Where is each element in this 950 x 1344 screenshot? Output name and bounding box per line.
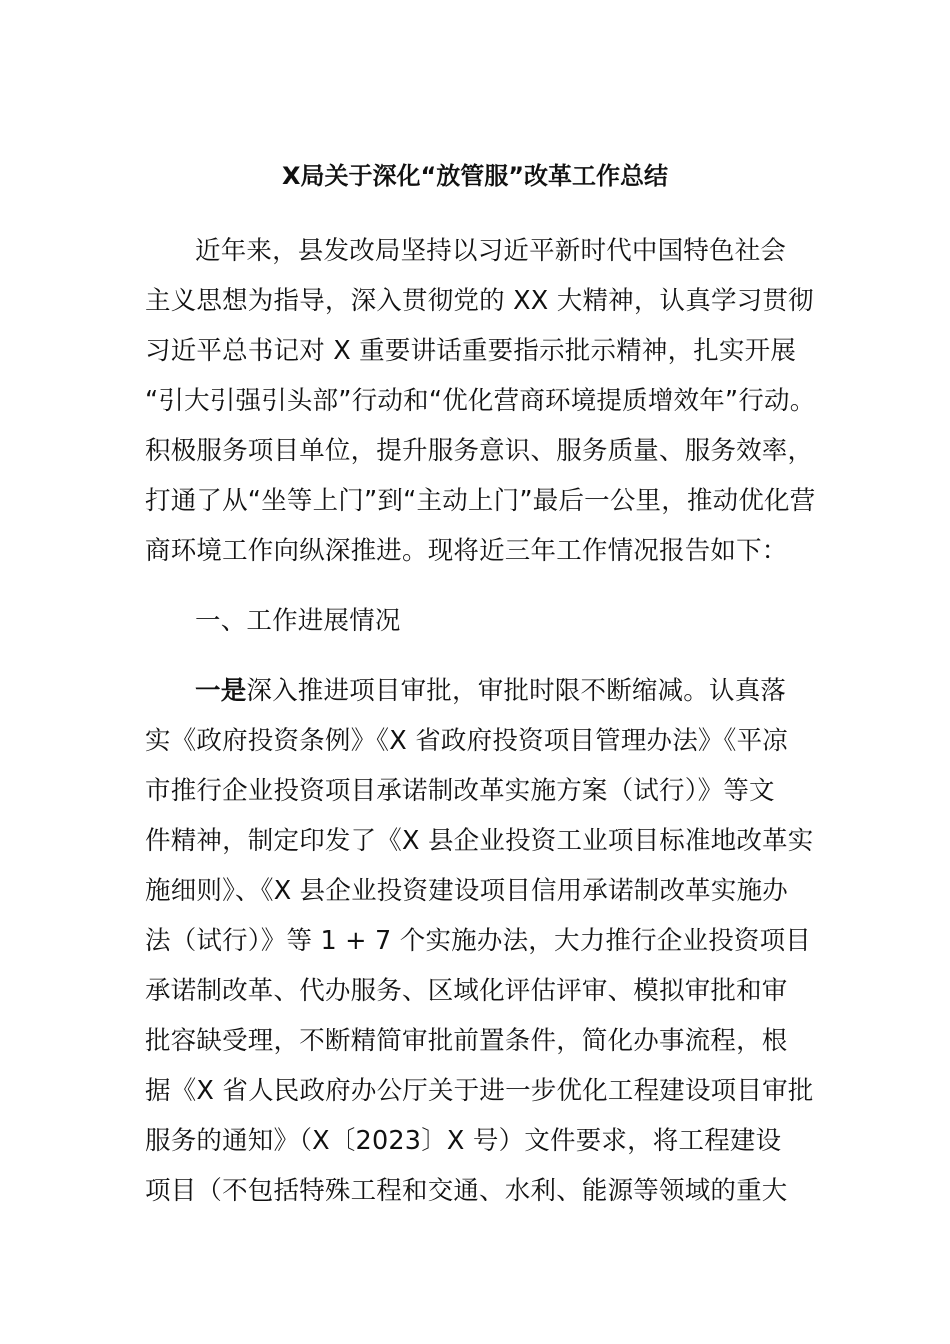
intro-line-3: 习近平总书记对 X 重要讲话重要指示批示精神，扎实开展 [145,336,797,366]
document-title: X局关于深化“放管服”改革工作总结 [281,162,669,190]
para1-line-4: 件精神，制定印发了《X 县企业投资工业项目标准地改革实 [145,826,814,856]
intro-line-1: 近年来，县发改局坚持以习近平新时代中国特色社会 [195,236,787,266]
para1-lead-bold: 一是 [195,676,247,706]
para1-line-10: 服务的通知》（X〔2023〕X 号）文件要求，将工程建设 [145,1126,782,1156]
para1-line-6: 法（试行）》等 1 + 7 个实施办法，大力推行企业投资项目 [145,926,811,956]
para1-line-8: 批容缺受理，不断精简审批前置条件，简化办事流程，根 [145,1026,788,1056]
intro-line-7: 商环境工作向纵深推进。现将近三年工作情况报告如下： [145,536,788,566]
para1-line-1 [195,673,786,709]
para1-first-line-text: 深入推进项目审批，审批时限不断缩减。认真落 [246,676,787,706]
intro-line-4: “引大引强引头部”行动和“优化营商环境提质增效年”行动。 [145,386,816,416]
para1-line-2: 实《政府投资条例》《X 省政府投资项目管理办法》《平凉 [145,726,788,756]
para1-line-7: 承诺制改革、代办服务、区域化评估评审、模拟审批和审 [145,976,788,1006]
para1-line-9: 据《X 省人民政府办公厅关于进一步优化工程建设项目审批 [145,1076,814,1106]
para1-line-3: 市推行企业投资项目承诺制改革实施方案（试行）》等文 [145,776,775,806]
para1-line-11: 项目（不包括特殊工程和交通、水利、能源等领域的重大 [145,1176,788,1206]
para1-line-5: 施细则》、《X 县企业投资建设项目信用承诺制改革实施办 [145,876,788,906]
intro-line-2: 主义思想为指导，深入贯彻党的 XX 大精神，认真学习贯彻 [145,286,814,316]
intro-line-5: 积极服务项目单位，提升服务意识、服务质量、服务效率， [145,436,814,466]
section-heading: 一、工作进展情况 [195,606,401,636]
intro-line-6: 打通了从“坐等上门”到“主动上门”最后一公里，推动优化营 [145,486,816,516]
